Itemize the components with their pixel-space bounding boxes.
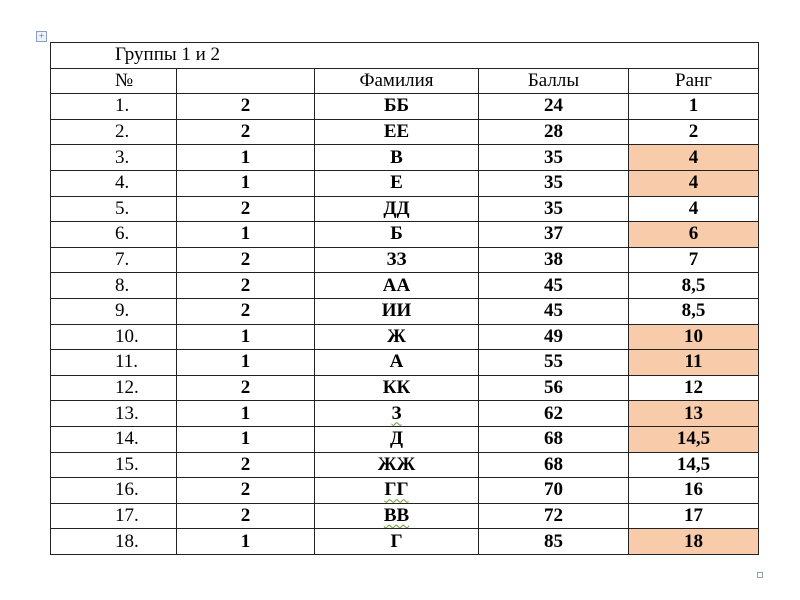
table-row xyxy=(51,298,759,324)
row-number[interactable]: 7. xyxy=(51,247,177,273)
table-row xyxy=(51,478,759,504)
row-group[interactable]: 1 xyxy=(177,170,315,196)
table-move-handle-icon[interactable]: + xyxy=(36,31,47,42)
row-group[interactable]: 1 xyxy=(177,401,315,427)
row-group[interactable]: 2 xyxy=(177,273,315,299)
table-row xyxy=(51,273,759,299)
row-rank[interactable]: 4 xyxy=(629,196,759,222)
row-score[interactable]: 45 xyxy=(479,298,629,324)
row-score[interactable]: 55 xyxy=(479,350,629,376)
row-score[interactable]: 24 xyxy=(479,94,629,120)
table-row xyxy=(51,529,759,555)
row-score[interactable]: 37 xyxy=(479,222,629,248)
ranking-table xyxy=(50,42,759,555)
row-score[interactable]: 38 xyxy=(479,247,629,273)
row-group[interactable]: 2 xyxy=(177,452,315,478)
table-row xyxy=(51,119,759,145)
row-number[interactable]: 6. xyxy=(51,222,177,248)
row-surname[interactable]: КК xyxy=(315,375,479,401)
row-number[interactable]: 1. xyxy=(51,94,177,120)
row-surname[interactable]: Г xyxy=(315,529,479,555)
row-number[interactable]: 9. xyxy=(51,298,177,324)
table-row xyxy=(51,324,759,350)
row-rank[interactable]: 7 xyxy=(629,247,759,273)
row-rank[interactable]: 14,5 xyxy=(629,452,759,478)
row-number[interactable]: 14. xyxy=(51,426,177,452)
row-score[interactable]: 72 xyxy=(479,503,629,529)
row-group[interactable]: 2 xyxy=(177,375,315,401)
row-rank[interactable]: 8,5 xyxy=(629,298,759,324)
table-row xyxy=(51,452,759,478)
table-row xyxy=(51,247,759,273)
row-surname[interactable] xyxy=(315,478,479,504)
row-number[interactable]: 13. xyxy=(51,401,177,427)
row-group[interactable]: 1 xyxy=(177,222,315,248)
row-number[interactable]: 11. xyxy=(51,350,177,376)
row-rank[interactable]: 10 xyxy=(629,324,759,350)
row-score[interactable]: 35 xyxy=(479,170,629,196)
table-row xyxy=(51,401,759,427)
table-row xyxy=(51,375,759,401)
row-surname[interactable]: ЕЕ xyxy=(315,119,479,145)
table-header-row xyxy=(51,68,759,94)
row-group[interactable]: 2 xyxy=(177,247,315,273)
spellcheck-underline: ГГ xyxy=(384,479,409,501)
row-number[interactable]: 18. xyxy=(51,529,177,555)
row-number[interactable]: 15. xyxy=(51,452,177,478)
row-score[interactable]: 68 xyxy=(479,426,629,452)
table-row xyxy=(51,94,759,120)
row-rank[interactable]: 11 xyxy=(629,350,759,376)
row-surname[interactable]: ЗЗ xyxy=(315,247,479,273)
row-number[interactable]: 8. xyxy=(51,273,177,299)
table-row xyxy=(51,426,759,452)
row-number[interactable]: 16. xyxy=(51,478,177,504)
row-surname[interactable]: Б xyxy=(315,222,479,248)
row-surname[interactable]: Ж xyxy=(315,324,479,350)
spellcheck-underline: З xyxy=(391,402,402,424)
spellcheck-underline: ВВ xyxy=(383,504,410,526)
header-number[interactable]: № xyxy=(51,68,177,94)
row-surname[interactable]: ЖЖ xyxy=(315,452,479,478)
row-score[interactable]: 68 xyxy=(479,452,629,478)
row-rank[interactable]: 6 xyxy=(629,222,759,248)
table-row xyxy=(51,196,759,222)
row-surname[interactable]: АА xyxy=(315,273,479,299)
row-rank[interactable]: 8,5 xyxy=(629,273,759,299)
row-surname[interactable] xyxy=(315,503,479,529)
row-rank[interactable]: 14,5 xyxy=(629,426,759,452)
row-rank[interactable]: 4 xyxy=(629,170,759,196)
row-number[interactable]: 4. xyxy=(51,170,177,196)
table-row xyxy=(51,503,759,529)
row-score[interactable]: 35 xyxy=(479,145,629,171)
row-group[interactable]: 2 xyxy=(177,196,315,222)
row-score[interactable]: 56 xyxy=(479,375,629,401)
table-resize-handle[interactable] xyxy=(757,572,763,578)
row-score[interactable]: 45 xyxy=(479,273,629,299)
row-score[interactable]: 85 xyxy=(479,529,629,555)
row-rank[interactable]: 17 xyxy=(629,503,759,529)
row-rank[interactable]: 2 xyxy=(629,119,759,145)
row-surname[interactable]: А xyxy=(315,350,479,376)
row-surname[interactable]: В xyxy=(315,145,479,171)
row-rank[interactable]: 16 xyxy=(629,478,759,504)
table-title-row xyxy=(51,43,759,69)
row-number[interactable]: 5. xyxy=(51,196,177,222)
row-score[interactable]: 35 xyxy=(479,196,629,222)
row-group[interactable]: 2 xyxy=(177,478,315,504)
table-row xyxy=(51,350,759,376)
header-rank[interactable]: Ранг xyxy=(629,68,759,94)
row-score[interactable]: 49 xyxy=(479,324,629,350)
row-group[interactable]: 2 xyxy=(177,119,315,145)
row-surname[interactable]: Е xyxy=(315,170,479,196)
row-number[interactable]: 12. xyxy=(51,375,177,401)
row-group[interactable]: 2 xyxy=(177,298,315,324)
row-score[interactable]: 62 xyxy=(479,401,629,427)
row-surname[interactable]: ДД xyxy=(315,196,479,222)
row-group[interactable]: 1 xyxy=(177,426,315,452)
row-number[interactable]: 10. xyxy=(51,324,177,350)
row-number[interactable]: 17. xyxy=(51,503,177,529)
row-group[interactable]: 1 xyxy=(177,145,315,171)
row-rank[interactable]: 12 xyxy=(629,375,759,401)
row-number[interactable]: 2. xyxy=(51,119,177,145)
row-rank[interactable]: 1 xyxy=(629,94,759,120)
row-surname[interactable]: Д xyxy=(315,426,479,452)
row-surname[interactable]: ИИ xyxy=(315,298,479,324)
row-score[interactable]: 28 xyxy=(479,119,629,145)
row-number[interactable]: 3. xyxy=(51,145,177,171)
header-score[interactable]: Баллы xyxy=(479,68,629,94)
table-row xyxy=(51,145,759,171)
row-rank[interactable]: 4 xyxy=(629,145,759,171)
row-group[interactable]: 2 xyxy=(177,503,315,529)
row-group[interactable]: 1 xyxy=(177,350,315,376)
table-row xyxy=(51,222,759,248)
table-row xyxy=(51,170,759,196)
header-surname[interactable]: Фамилия xyxy=(315,68,479,94)
table-title[interactable]: Группы 1 и 2 xyxy=(51,43,759,69)
row-group[interactable]: 1 xyxy=(177,529,315,555)
row-rank[interactable]: 18 xyxy=(629,529,759,555)
row-surname[interactable]: ББ xyxy=(315,94,479,120)
row-score[interactable]: 70 xyxy=(479,478,629,504)
row-surname[interactable] xyxy=(315,401,479,427)
header-group[interactable] xyxy=(177,68,315,94)
row-group[interactable]: 2 xyxy=(177,94,315,120)
row-group[interactable]: 1 xyxy=(177,324,315,350)
row-rank[interactable]: 13 xyxy=(629,401,759,427)
